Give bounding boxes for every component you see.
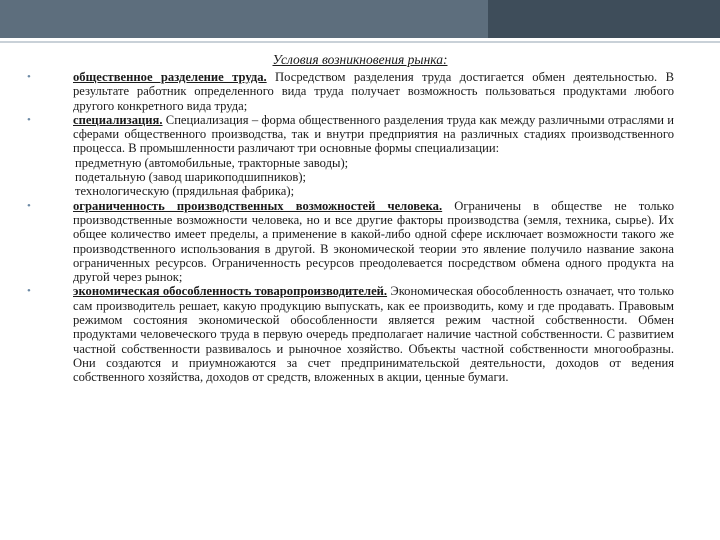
item-text: Экономическая обособленность означает, что только сам производитель решает, какую продукцию выпускать, как ее производить, кому и где продавать. Правовым режимом состояния экономической обособленности является режим частной собственности. Обмен продуктами человеческого труда в первую очередь предполагает наличие частной собственности. С развитием частной собственности развивалось и рыночное хозяйство. Объекты частной собственности многообразны. Они создаются и приумножаются за счет предпринимательской деятельности, доходов от ведения собственного хозяйства, доходов от средств, вложенных в акции, ценные бумаги.: [73, 284, 674, 385]
bullet-icon: •: [27, 285, 31, 298]
item-term: ограниченность производственных возможностей человека.: [73, 198, 443, 213]
list-item: [26, 70, 674, 113]
item-term: общественное разделение труда.: [73, 70, 267, 84]
list-item: [26, 284, 674, 384]
specialization-form: подетальную (завод шарикоподшипников);: [75, 170, 307, 185]
specialization-form: предметную (автомобильные, тракторные заводы);: [75, 155, 349, 170]
header-divider: [0, 41, 720, 43]
item-text: Специализация – форма общественного разделения труда как между различными отраслями и сферами общественного производства, так и внутри предприятия на различных стадиях производственного процесса. В промышленности различают три основные формы специализации:: [73, 112, 674, 156]
bullet-icon: •: [27, 199, 31, 212]
item-term: экономическая обособленность товаропроизводителей.: [73, 284, 388, 299]
bullet-icon: •: [27, 71, 31, 83]
slide-body: [26, 70, 674, 385]
item-text: Посредством разделения труда достигается обмен деятельностью. В результате работник определенного вида труда получает возможность пользоваться продуктами любого другого конкретного вида труда;: [73, 70, 674, 113]
list-item: [26, 113, 674, 156]
list-item: [26, 199, 674, 285]
bullet-icon: •: [27, 113, 31, 126]
item-term: специализация.: [73, 112, 163, 127]
item-text: Ограничены в обществе не только производственные возможности человека, но и все другие факторы производства (земля, техника, сырье). Их общее количество имеет пределы, а применение в какой-либо одной сфере исключает возможности такого же производственного использования в другой. В экономической теории это явление получило название закона ограниченных ресурсов. Ограниченность ресурсов преодолевается посредством обмена одного продукта на другой через рынок;: [73, 198, 675, 285]
slide-title: Условия возникновения рынка:: [272, 52, 448, 67]
header-accent: [488, 0, 720, 38]
specialization-form: технологическую (прядильная фабрика);: [75, 184, 295, 199]
